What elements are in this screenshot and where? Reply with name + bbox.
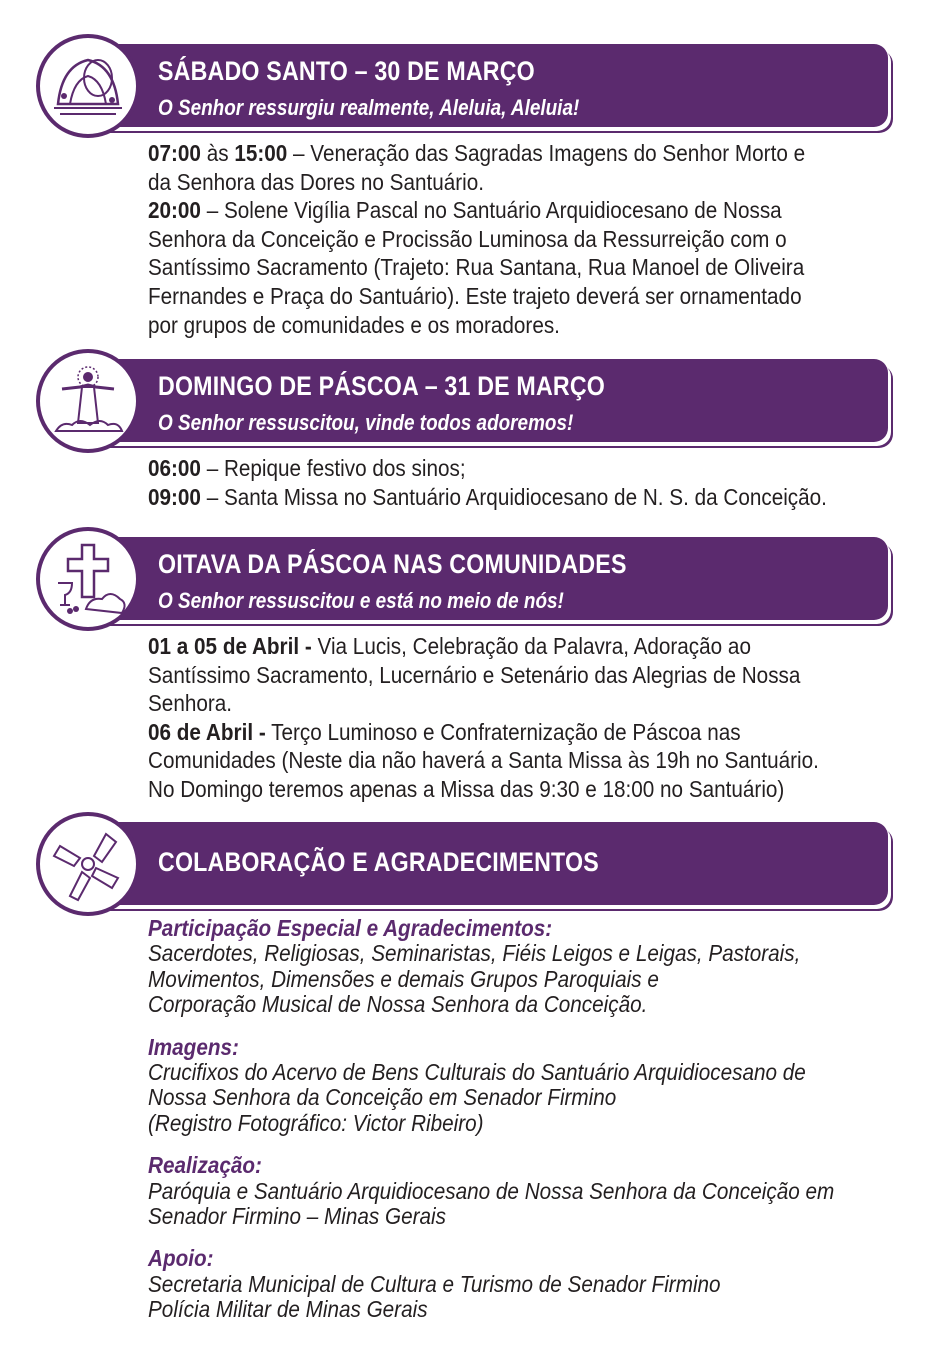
section-body — [148, 454, 832, 511]
credit-line: Nossa Senhora da Conceição em Senador Firmino — [148, 1084, 617, 1111]
empty-tomb-icon — [36, 34, 140, 138]
credit-line: (Registro Fotográfico: Victor Ribeiro) — [148, 1109, 484, 1136]
credit-line: Senador Firmino – Minas Gerais — [148, 1203, 446, 1230]
section-title: OITAVA DA PÁSCOA NAS COMUNIDADES — [158, 549, 627, 579]
credit-line: Sacerdotes, Religiosas, Seminaristas, Fiéis Leigos e Leigas, Pastorais, — [148, 940, 801, 967]
section-banner — [92, 537, 888, 620]
risen-christ-icon — [36, 349, 140, 453]
schedule-entry: 06:00 – Repique festivo dos sinos; — [148, 455, 466, 481]
credit-heading: Participação Especial e Agradecimentos: — [148, 915, 553, 941]
section-title: COLABORAÇÃO E AGRADECIMENTOS — [158, 847, 599, 877]
credit-block — [148, 1153, 850, 1229]
schedule-entry: 07:00 às 15:00 – Veneração das Sagradas Imagens do Senhor Morto e da Senhora das Dores no Santuário. — [148, 140, 806, 195]
section-subtitle: O Senhor ressurgiu realmente, Aleluia, Aleluia! — [158, 95, 580, 120]
section-title: DOMINGO DE PÁSCOA – 31 DE MARÇO — [158, 371, 606, 401]
credit-heading: Realização: — [148, 1152, 262, 1179]
schedule-entry: 20:00 – Solene Vigília Pascal no Santuário Arquidiocesano de Nossa Senhora da Conceição e Procissão Luminosa da Ressurreição com o Santíssimo Sacramento (Trajeto: Rua Santana, Rua Manoel de Oliveira Fernandes e Praça do Santuário). Este trajeto deverá ser ornamentado por grupos de comunidades e os moradores. — [148, 197, 805, 338]
credit-line: Crucifixos do Acervo de Bens Culturais do Santuário Arquidiocesano de — [148, 1059, 806, 1086]
schedule-entry: 09:00 – Santa Missa no Santuário Arquidiocesano de N. S. da Conceição. — [148, 483, 827, 510]
credit-line: Polícia Militar de Minas Gerais — [148, 1296, 428, 1323]
joined-hands-icon — [36, 812, 140, 916]
credit-line: Secretaria Municipal de Cultura e Turismo de Senador Firmino — [148, 1270, 721, 1297]
credit-block — [148, 1035, 850, 1137]
section-banner — [92, 822, 888, 905]
section-banner — [92, 359, 888, 442]
section-body — [148, 632, 832, 804]
credit-line: Movimentos, Dimensões e demais Grupos Paroquiais e — [148, 965, 659, 992]
credit-heading: Apoio: — [148, 1245, 214, 1272]
credit-line: Corporação Musical de Nossa Senhora da Conceição. — [148, 991, 648, 1018]
credits — [148, 916, 850, 1340]
cross-chalice-icon — [36, 527, 140, 631]
section-title: SÁBADO SANTO – 30 DE MARÇO — [158, 56, 535, 86]
section-body — [148, 139, 832, 339]
credit-block — [148, 916, 850, 1018]
section-subtitle: O Senhor ressuscitou e está no meio de nós! — [158, 588, 564, 613]
section-subtitle: O Senhor ressuscitou, vinde todos adoremos! — [158, 410, 574, 435]
schedule-entry: 06 de Abril - Terço Luminoso e Confraternização de Páscoa nas Comunidades (Neste dia não haverá a Santa Missa às 19h no Santuário. No Domingo teremos apenas a Missa das 9:30 e 18:00 no Santuário) — [148, 718, 819, 802]
credit-block — [148, 1246, 850, 1322]
section-banner — [92, 44, 888, 127]
schedule-entry: 01 a 05 de Abril - Via Lucis, Celebração da Palavra, Adoração ao Santíssimo Sacramento, Lucernário e Setenário das Alegrias de Nossa Senhora. — [148, 633, 801, 717]
credit-line: Paróquia e Santuário Arquidiocesano de Nossa Senhora da Conceição em — [148, 1177, 835, 1204]
credit-heading: Imagens: — [148, 1033, 239, 1060]
